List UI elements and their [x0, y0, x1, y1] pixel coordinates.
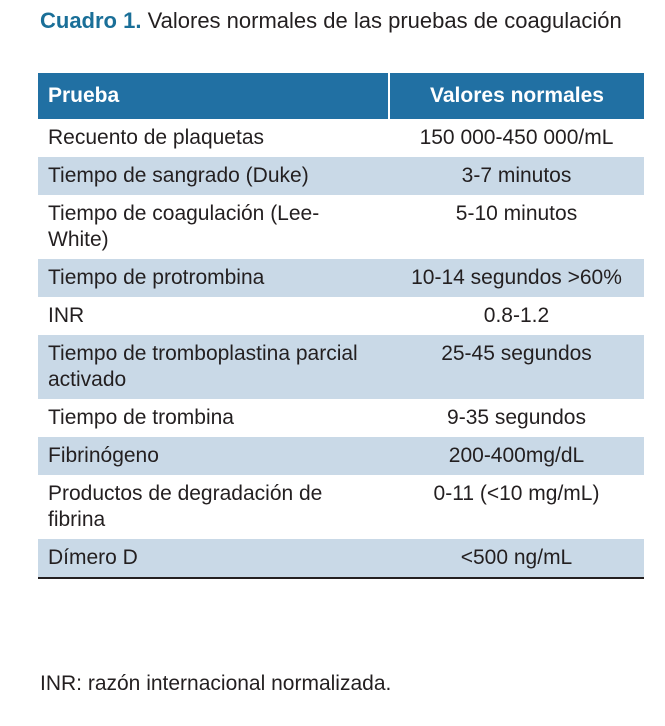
table-row	[38, 475, 644, 539]
table-row	[38, 119, 644, 157]
test-value: 150 000-450 000/mL	[389, 119, 644, 157]
test-name: Recuento de plaquetas	[38, 119, 389, 157]
test-value: 10-14 segundos >60%	[389, 259, 644, 297]
table-row	[38, 195, 644, 259]
test-value: 5-10 minutos	[389, 195, 644, 259]
test-value: 9-35 segundos	[389, 399, 644, 437]
header-prueba: Prueba	[38, 73, 389, 119]
table-row	[38, 437, 644, 475]
test-name: Tiempo de sangrado (Duke)	[38, 157, 389, 195]
footnote: INR: razón internacional normalizada.	[40, 672, 392, 695]
header-valores: Valores normales	[389, 73, 644, 119]
table-row	[38, 157, 644, 195]
table-caption	[40, 8, 622, 34]
table-header-row	[38, 73, 644, 119]
test-name: Tiempo de trombina	[38, 399, 389, 437]
test-value: 25-45 segundos	[389, 335, 644, 399]
test-name: INR	[38, 297, 389, 335]
table-row	[38, 399, 644, 437]
test-name: Tiempo de coagulación (Lee-White)	[38, 195, 389, 259]
table-row	[38, 259, 644, 297]
coagulation-table	[38, 73, 644, 579]
test-name: Productos de degradación de fibrina	[38, 475, 389, 539]
test-name: Fibrinógeno	[38, 437, 389, 475]
test-name: Tiempo de tromboplastina parcial activado	[38, 335, 389, 399]
caption-text: Valores normales de las pruebas de coagulación	[147, 8, 622, 33]
table-row	[38, 335, 644, 399]
test-name: Tiempo de protrombina	[38, 259, 389, 297]
test-value: <500 ng/mL	[389, 539, 644, 578]
test-value: 200-400mg/dL	[389, 437, 644, 475]
test-value: 3-7 minutos	[389, 157, 644, 195]
table-row	[38, 539, 644, 578]
table-row	[38, 297, 644, 335]
test-value: 0-11 (<10 mg/mL)	[389, 475, 644, 539]
test-name: Dímero D	[38, 539, 389, 578]
test-value: 0.8-1.2	[389, 297, 644, 335]
caption-number: Cuadro 1.	[40, 8, 142, 33]
